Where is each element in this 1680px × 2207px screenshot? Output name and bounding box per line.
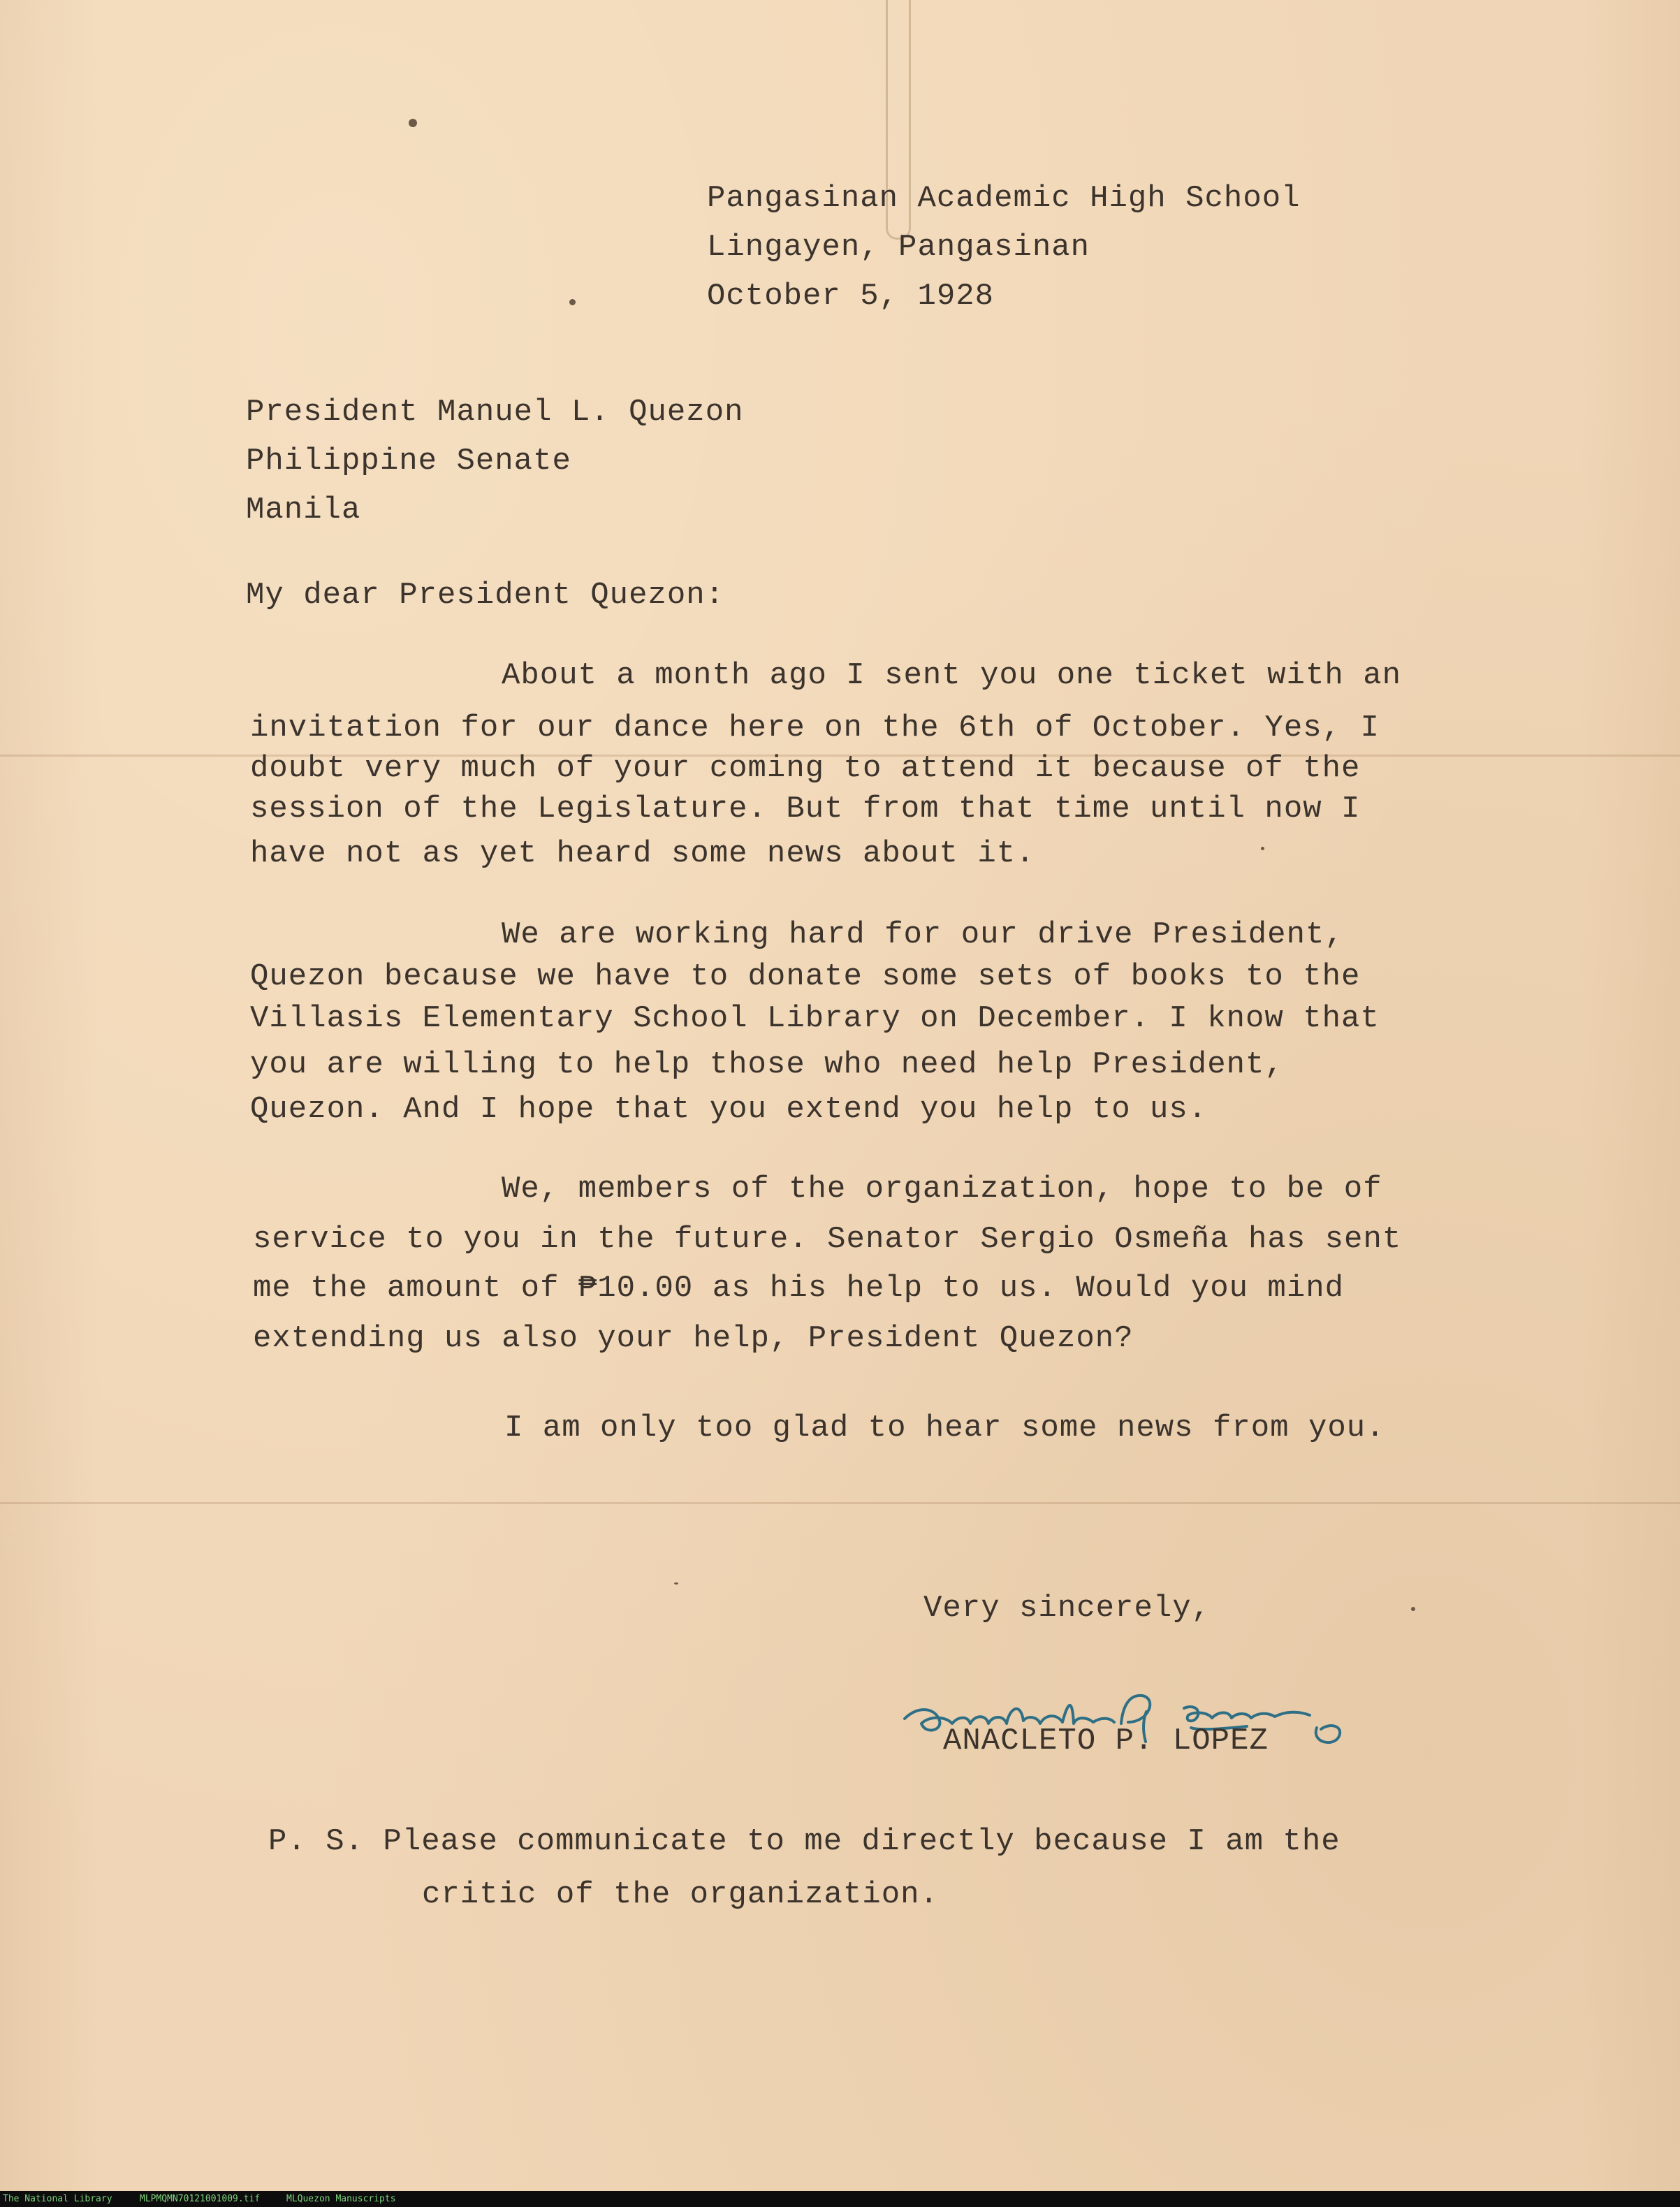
paragraph-2-line: Villasis Elementary School Library on December. I know that — [250, 1001, 1380, 1036]
paragraph-2-line: We are working hard for our drive President, — [502, 917, 1344, 952]
paragraph-1-line: session of the Legislature. But from that time until now I — [250, 792, 1361, 826]
paragraph-2-line: Quezon. And I hope that you extend you help to us. — [250, 1092, 1208, 1127]
paper-speck — [1261, 847, 1264, 850]
paragraph-1-line: doubt very much of your coming to attend it because of the — [250, 751, 1361, 786]
paper-speck — [1411, 1607, 1415, 1611]
fold-crease — [0, 1502, 1680, 1504]
recipient-city: Manila — [246, 493, 361, 527]
postscript-line-2: critic of the organization. — [422, 1877, 939, 1912]
paragraph-3-line: service to you in the future. Senator Sergio Osmeña has sent — [253, 1222, 1402, 1257]
paragraph-1-line: have not as yet heard some news about it. — [250, 836, 1035, 871]
status-library: The National Library — [3, 2194, 112, 2204]
status-collection: MLQuezon Manuscripts — [286, 2194, 396, 2204]
paragraph-3-line: extending us also your help, President Quezon? — [253, 1321, 1134, 1356]
paragraph-3-line: We, members of the organization, hope to be of — [502, 1172, 1382, 1207]
letter-date: October 5, 1928 — [707, 279, 995, 314]
letterhead-school: Pangasinan Academic High School — [707, 181, 1301, 216]
paper-speck — [409, 119, 417, 127]
paper-speck — [569, 299, 576, 305]
paragraph-4: I am only too glad to hear some news from you. — [504, 1411, 1385, 1445]
paragraph-2-line: you are willing to help those who need help President, — [250, 1047, 1284, 1082]
status-filename: MLPMQMN70121001009.tif — [140, 2194, 261, 2204]
paper-speck — [674, 1582, 678, 1585]
recipient-name: President Manuel L. Quezon — [246, 395, 744, 430]
paragraph-1-line: invitation for our dance here on the 6th of October. Yes, I — [250, 711, 1380, 745]
viewer-status-bar — [0, 2191, 1680, 2207]
paragraph-3-line: me the amount of ₱10.00 as his help to us. Would you mind — [253, 1271, 1345, 1306]
letterhead-location: Lingayen, Pangasinan — [707, 230, 1090, 265]
closing: Very sincerely, — [923, 1591, 1211, 1626]
postscript-line-1: P. S. Please communicate to me directly because I am the — [268, 1824, 1341, 1859]
salutation: My dear President Quezon: — [246, 578, 725, 613]
paragraph-1-line: About a month ago I sent you one ticket with an — [502, 658, 1402, 693]
paragraph-2-line: Quezon because we have to donate some sets of books to the — [250, 959, 1361, 994]
signatory-name: ANACLETO P. LOPEZ — [943, 1724, 1269, 1758]
recipient-office: Philippine Senate — [246, 444, 571, 479]
